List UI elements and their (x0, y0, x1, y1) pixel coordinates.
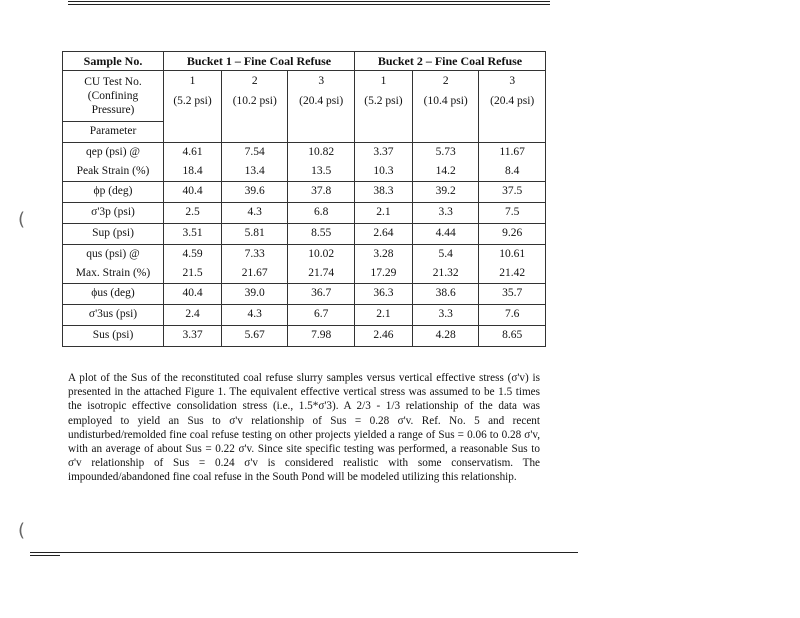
bottom-rule (30, 552, 578, 553)
value-cell: 7.33 21.67 (222, 245, 288, 284)
value-cell: 35.7 (479, 284, 546, 305)
value-cell: 39.6 (222, 182, 288, 203)
row-label: ϕus (deg) (63, 284, 164, 305)
sample-no-header: Sample No. (63, 52, 164, 71)
value-cell: 5.81 (222, 224, 288, 245)
body-paragraph: A plot of the Sus of the reconstituted coal refuse slurry samples versus vertical effective stress (σ'v) is presented in the attached Figure 1. The equivalent effective vertical stress was assumed to be 1.5 times the isotropic effective consolidation stress (i.e., 1.5*σ'3). A 2/3 - 1/3 relationship of the data was employed to yield an Sus to σ'v relationship of Sus = 0.28 σ'v. Ref. No. 5 and recent undisturbed/remolded fine coal refuse testing on other projects yielded a range of Sus = 0.06 to 0.28 σ'v, with an average of about Sus = 0.22 σ'v. Since site specific testing was performed, a reasonable Sus to σ'v relationship of Sus = 0.24 σ'v is considered realistic with some conservatism. The impounded/abandoned fine coal refuse in the South Pond will be modeled utilizing this relationship. (68, 372, 540, 484)
value-cell: 40.4 (164, 182, 222, 203)
value-cell: 38.3 (354, 182, 412, 203)
value-cell: 2.5 (164, 203, 222, 224)
punch-hole-mark: ( (18, 209, 26, 230)
value-cell: 9.26 (479, 224, 546, 245)
top-rule (68, 1, 550, 2)
value-cell: 2.46 (354, 326, 412, 347)
table-row (63, 326, 546, 347)
value-cell: 2.1 (354, 305, 412, 326)
value-cell: 4.3 (222, 305, 288, 326)
value-cell: 11.67 8.4 (479, 143, 546, 182)
triaxial-test-table (62, 51, 546, 347)
table-row (63, 245, 546, 284)
value-cell: 40.4 (164, 284, 222, 305)
value-cell: 39.0 (222, 284, 288, 305)
value-cell: 3.3 (412, 203, 478, 224)
row-label: σ'3p (psi) (63, 203, 164, 224)
test-cell: 3 (20.4 psi) (479, 71, 546, 143)
row-label: Sus (psi) (63, 326, 164, 347)
value-cell: 8.65 (479, 326, 546, 347)
value-cell: 7.54 13.4 (222, 143, 288, 182)
test-cell: 2 (10.4 psi) (412, 71, 478, 143)
value-cell: 3.51 (164, 224, 222, 245)
test-no-label: CU Test No. (Confining Pressure) (63, 71, 164, 122)
punch-hole-mark: ( (18, 520, 26, 541)
value-cell: 7.5 (479, 203, 546, 224)
value-cell: 7.98 (288, 326, 355, 347)
value-cell: 36.3 (354, 284, 412, 305)
value-cell: 4.61 18.4 (164, 143, 222, 182)
value-cell: 6.7 (288, 305, 355, 326)
test-cell: 3 (20.4 psi) (288, 71, 355, 143)
value-cell: 36.7 (288, 284, 355, 305)
row-label: qus (psi) @ Max. Strain (%) (63, 245, 164, 284)
value-cell: 3.37 (164, 326, 222, 347)
value-cell: 4.3 (222, 203, 288, 224)
value-cell: 2.64 (354, 224, 412, 245)
value-cell: 4.28 (412, 326, 478, 347)
bottom-rule (30, 555, 60, 556)
value-cell: 37.5 (479, 182, 546, 203)
row-label: ϕp (deg) (63, 182, 164, 203)
test-cell: 1 (5.2 psi) (164, 71, 222, 143)
value-cell: 38.6 (412, 284, 478, 305)
test-cell: 2 (10.2 psi) (222, 71, 288, 143)
table-row (63, 143, 546, 182)
parameter-label: Parameter (63, 122, 164, 143)
value-cell: 4.44 (412, 224, 478, 245)
value-cell: 5.4 21.32 (412, 245, 478, 284)
value-cell: 4.59 21.5 (164, 245, 222, 284)
bucket1-header: Bucket 1 – Fine Coal Refuse (164, 52, 355, 71)
row-label: σ'3us (psi) (63, 305, 164, 326)
table-header-row (63, 52, 546, 71)
table-row (63, 224, 546, 245)
value-cell: 2.1 (354, 203, 412, 224)
value-cell: 37.8 (288, 182, 355, 203)
value-cell: 39.2 (412, 182, 478, 203)
value-cell: 6.8 (288, 203, 355, 224)
value-cell: 10.82 13.5 (288, 143, 355, 182)
value-cell: 3.28 17.29 (354, 245, 412, 284)
test-number-row (63, 71, 546, 122)
row-label: Sup (psi) (63, 224, 164, 245)
table-row (63, 182, 546, 203)
value-cell: 5.73 14.2 (412, 143, 478, 182)
value-cell: 3.3 (412, 305, 478, 326)
value-cell: 3.37 10.3 (354, 143, 412, 182)
value-cell: 2.4 (164, 305, 222, 326)
test-cell: 1 (5.2 psi) (354, 71, 412, 143)
value-cell: 8.55 (288, 224, 355, 245)
row-label: qep (psi) @ Peak Strain (%) (63, 143, 164, 182)
value-cell: 7.6 (479, 305, 546, 326)
table-row (63, 203, 546, 224)
top-rule (68, 4, 550, 5)
table-row (63, 284, 546, 305)
value-cell: 10.61 21.42 (479, 245, 546, 284)
value-cell: 5.67 (222, 326, 288, 347)
table-row (63, 305, 546, 326)
bucket2-header: Bucket 2 – Fine Coal Refuse (354, 52, 545, 71)
value-cell: 10.02 21.74 (288, 245, 355, 284)
